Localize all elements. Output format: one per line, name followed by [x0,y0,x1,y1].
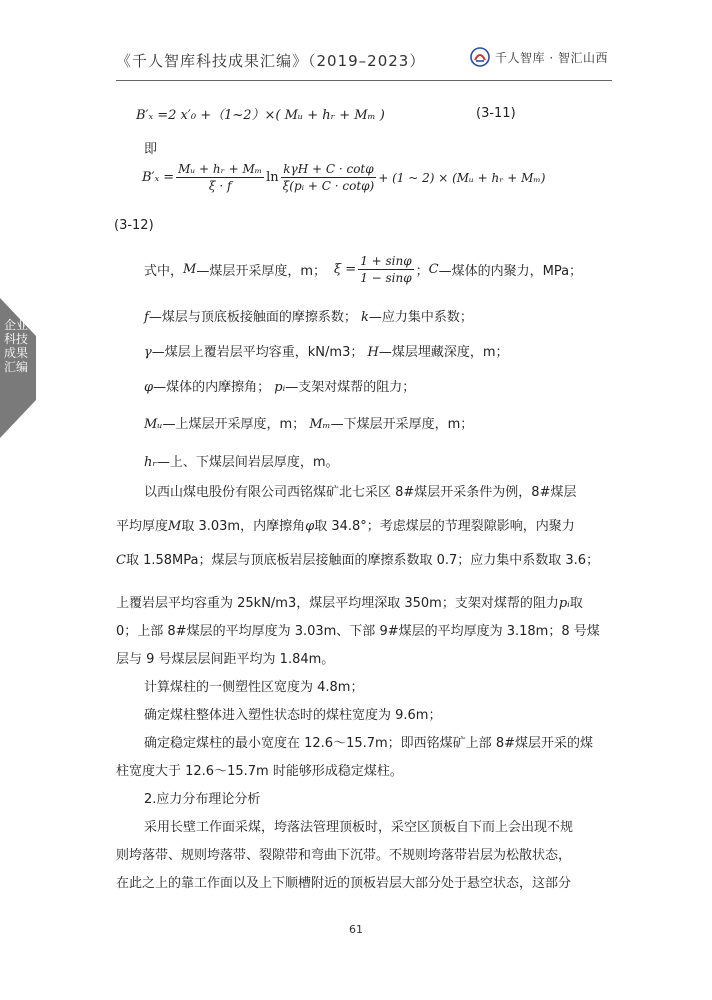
para3: 确定煤柱整体进入塑性状态时的煤柱宽度为 9.6m； [144,708,442,723]
def3-H-desc: —煤层埋藏深度，m； [378,345,509,360]
def6-hr-desc: —上、下煤层间岩层厚度，m。 [156,455,339,470]
equation-number-3-11: (3-11) [476,106,516,121]
def1-symbol-xi: ξ = [334,262,357,277]
eq312-frac2-num: kγH + C · cotφ [281,162,377,178]
eq312-tail: + (1 ~ 2) × (Mᵤ + hᵣ + Mₘ) [378,170,546,185]
book-title: 《千人智库科技成果汇编》（2019–2023） [116,52,426,70]
para1-l2-a: 平均厚度 [116,519,169,534]
def2-symbol-f: f [144,310,149,325]
def4-symbol-p: pᵢ [274,380,286,395]
para2: 计算煤柱的一侧塑性区宽度为 4.8m； [144,680,364,695]
brand-logo-icon [470,47,490,67]
eq312-frac1-den: ξ · f [208,179,232,193]
def6-symbol-hr: hᵣ [144,455,157,470]
eq312-ln: ln [266,170,279,185]
def1-sep: ； [415,264,429,279]
side-tab-label: 企业科技成果汇编 [4,318,29,374]
eq312-frac1 [176,162,264,193]
para1-l4-b: 取 [569,596,583,611]
para1-symbol-phi: φ [305,519,315,534]
para4-line1: 确定稳定煤柱的最小宽度在 12.6～15.7m；即西铭煤矿上部 8#煤层开采的煤 [144,736,593,751]
def1-prefix: 式中， [144,264,184,279]
para1-l4-a: 上覆岩层平均容重为 25kN/m3，煤层平均埋深取 350m；支架对煤帮的阻力 [116,596,559,611]
equation-3-12 [142,162,545,193]
def5-Mu-desc: —上煤层开采厚度，m； [162,417,306,432]
def4-p-desc: —支架对煤帮的阻力； [285,380,416,395]
def1-C-desc: —煤体的内聚力，MPa； [438,264,583,279]
def1-xi-num: 1 + sinφ [360,254,412,268]
def3-gamma-desc: —煤层上覆岩层平均容重，kN/m3； [151,345,364,360]
para1-line2 [116,515,575,534]
def2-k-desc: —应力集中系数； [368,310,473,325]
def4-symbol-phi: φ [144,380,154,395]
para1-symbol-C: C [116,553,126,568]
eq311-lhs: B′ₓ [136,108,154,123]
def-line-3 [144,341,509,360]
para1-line6: 层与 9 号煤层层间距平均为 1.84m。 [116,652,335,667]
logo-text: 千人智库 · 智汇山西 [495,50,608,65]
def5-Mm-desc: —下煤层开采厚度，m； [330,417,474,432]
def1-xi-den: 1 − sinφ [360,271,412,285]
para1-line4 [116,592,583,611]
para1-line3 [116,549,599,568]
eq312-frac1-num: Mᵤ + hᵣ + Mₘ [178,162,263,176]
eq311-body: =2 x′₀ +（1~2）×( Mᵤ + hᵣ + Mₘ ) [157,108,385,123]
def1-M-desc: —煤层开采厚度，m； [196,264,326,279]
def5-symbol-Mu: Mᵤ [144,417,163,432]
eq312-frac2 [281,162,377,193]
def-line-2 [144,306,473,325]
para4-line2: 柱宽度大于 12.6～15.7m 时能够形成稳定煤柱。 [116,764,403,779]
logo [470,47,608,67]
para1-l2-b: 取 3.03m，内摩擦角 [181,519,306,534]
eq312-frac2-den: ξ(pᵢ + C · cotφ) [282,179,375,193]
def-line-5 [144,413,473,432]
eq312-lhs: B′ₓ = [142,170,175,185]
def4-phi-desc: —煤体的内摩擦角； [153,380,271,395]
header-divider [116,80,612,81]
para1-line1: 以西山煤电股份有限公司西铭煤矿北七采区 8#煤层开采条件为例，8#煤层 [144,485,577,500]
equation-number-3-12: (3-12) [114,218,154,233]
para5-line3: 在此之上的靠工作面以及上下顺槽附近的顶板岩层大部分处于悬空状态，这部分 [116,876,572,891]
def5-symbol-Mm: Mₘ [309,417,331,432]
def1-symbol-C: C [428,262,439,277]
def1-symbol-M: M [183,262,197,277]
def2-f-desc: —煤层与顶底板接触面的摩擦系数； [148,310,357,325]
para1-l2-c: 取 34.8°；考虑煤层的节理裂隙影响，内聚力 [314,519,575,534]
equation-3-11 [136,104,385,123]
para5-line1: 采用长壁工作面采煤，垮落法管理顶板时，采空区顶板自下而上会出现不规 [144,820,574,835]
para1-symbol-p: pᵢ [558,596,570,611]
def3-symbol-H: H [367,345,379,360]
def-line-4 [144,376,415,395]
def1-xi-frac [358,254,413,285]
section-title: 2.应力分布理论分析 [144,792,261,807]
para1-l3-a: 取 1.58MPa；煤层与顶底板岩层接触面的摩擦系数取 0.7；应力集中系数取 3.6； [125,553,600,568]
para5-line2: 则垮落带、规则垮落带、裂隙带和弯曲下沉带。不规则垮落带岩层为松散状态， [116,848,572,863]
def-line-6 [144,451,339,470]
ji-text: 即 [144,142,158,157]
page-number: 61 [349,923,363,936]
def3-symbol-gamma: γ [144,345,152,360]
def-line-1 [144,254,582,285]
def2-symbol-k: k [360,310,369,325]
para1-line5: 0；上部 8#煤层的平均厚度为 3.03m、下部 9#煤层的平均厚度为 3.18m；8 号煤 [116,624,600,639]
para1-symbol-M: M [168,519,182,534]
